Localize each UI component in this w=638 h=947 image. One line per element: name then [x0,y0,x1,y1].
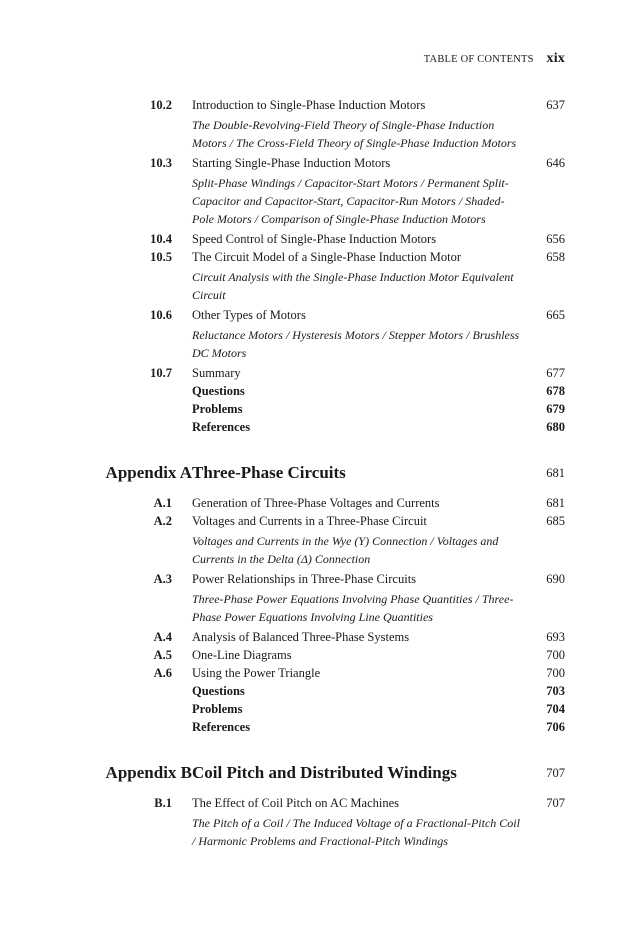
section-title: References [192,720,251,734]
section-subtopics: Voltages and Currents in the Wye (Y) Connection / Voltages and Currents in the Delta (Δ) Connection [192,534,499,566]
toc-entry[interactable] [0,230,638,248]
toc-entry[interactable] [0,628,638,646]
section-page: 680 [546,420,565,434]
toc-entry[interactable] [0,306,638,324]
toc-entry[interactable] [0,418,638,436]
toc-entry[interactable] [0,400,638,418]
section-title: Problems [192,402,243,416]
appendix-title: Coil Pitch and Distributed Windings [192,763,457,782]
section-page: 690 [546,572,565,586]
appendix-b-sections [0,794,638,850]
section-title: Voltages and Currents in a Three-Phase Circuit [192,514,427,528]
toc-entry[interactable] [0,664,638,682]
section-number: 10.4 [150,232,172,246]
toc-entry[interactable] [0,364,638,382]
toc-entry[interactable] [0,96,638,114]
chapter-10-sections [0,96,638,436]
section-number: A.1 [153,496,172,510]
section-number: A.3 [153,572,172,586]
section-number: B.1 [154,796,172,810]
section-page: 681 [546,496,565,510]
section-page: 637 [546,98,565,112]
appendix-a-heading[interactable] [0,460,638,486]
appendix-title: Three-Phase Circuits [192,463,346,482]
section-title: References [192,420,251,434]
section-number: 10.5 [150,250,172,264]
section-page: 704 [546,702,565,716]
appendix-page: 681 [546,466,565,480]
section-title: Summary [192,366,241,380]
appendix-b-heading[interactable] [0,760,638,786]
section-number: A.6 [153,666,172,680]
section-page: 707 [546,796,565,810]
section-number: 10.6 [150,308,172,322]
section-title: Starting Single-Phase Induction Motors [192,156,391,170]
section-title: Analysis of Balanced Three-Phase Systems [192,630,410,644]
section-title: One-Line Diagrams [192,648,292,662]
toc-entry[interactable] [0,718,638,736]
section-page: 679 [546,402,565,416]
section-title: Generation of Three-Phase Voltages and Currents [192,496,440,510]
section-page: 646 [546,156,565,170]
section-title: Other Types of Motors [192,308,306,322]
toc-entry[interactable] [0,382,638,400]
section-title: Speed Control of Single-Phase Induction Motors [192,232,437,246]
section-number: A.5 [153,648,172,662]
section-title: Questions [192,684,245,698]
section-page: 700 [546,648,565,662]
toc-entry[interactable] [0,570,638,588]
section-number: A.4 [153,630,172,644]
running-title: TABLE OF CONTENTS [423,54,534,65]
section-page: 665 [546,308,565,322]
section-page: 678 [546,384,565,398]
section-page: 677 [546,366,565,380]
appendix-label: Appendix A [105,463,192,482]
section-number: 10.2 [150,98,172,112]
section-page: 658 [546,250,565,264]
running-head [424,51,565,67]
section-title: Introduction to Single-Phase Induction Motors [192,98,426,112]
section-subtopics: Reluctance Motors / Hysteresis Motors / Stepper Motors / Brushless DC Motors [192,328,520,360]
section-page: 685 [546,514,565,528]
section-title: The Circuit Model of a Single-Phase Induction Motor [192,250,462,264]
section-page: 656 [546,232,565,246]
section-title: Power Relationships in Three-Phase Circuits [192,572,417,586]
section-title: Using the Power Triangle [192,666,321,680]
toc-entry[interactable] [0,512,638,530]
toc-entry[interactable] [0,248,638,266]
section-title: The Effect of Coil Pitch on AC Machines [192,796,400,810]
toc-entry[interactable] [0,682,638,700]
section-title: Questions [192,384,245,398]
section-page: 706 [546,720,565,734]
section-number: 10.7 [150,366,172,380]
appendix-page: 707 [546,766,565,780]
section-number: 10.3 [150,156,172,170]
toc-entry[interactable] [0,794,638,812]
section-subtopics: Circuit Analysis with the Single-Phase Induction Motor Equivalent Circuit [192,270,514,302]
table-of-contents [0,96,638,852]
page-number: xix [546,51,565,66]
section-subtopics: The Pitch of a Coil / The Induced Voltage of a Fractional-Pitch Coil / Harmonic Problems and Fractional-Pitch Windings [192,816,520,848]
section-page: 693 [546,630,565,644]
section-subtopics: The Double-Revolving-Field Theory of Single-Phase Induction Motors / The Cross-Field Theory of Single-Phase Induction Motors [192,118,517,150]
section-title: Problems [192,702,243,716]
section-page: 703 [546,684,565,698]
appendix-label: Appendix B [105,763,192,782]
toc-entry[interactable] [0,494,638,512]
section-number: A.2 [153,514,172,528]
appendix-a-sections [0,494,638,736]
toc-entry[interactable] [0,700,638,718]
toc-entry[interactable] [0,154,638,172]
section-page: 700 [546,666,565,680]
toc-entry[interactable] [0,646,638,664]
section-subtopics: Three-Phase Power Equations Involving Phase Quantities / Three-Phase Power Equations Involving Line Quantities [192,592,514,624]
section-subtopics: Split-Phase Windings / Capacitor-Start Motors / Permanent Split-Capacitor and Capacitor-Start, Capacitor-Run Motors / Shaded-Pole Motors / Comparison of Single-Phase Induction Motors [192,176,509,226]
